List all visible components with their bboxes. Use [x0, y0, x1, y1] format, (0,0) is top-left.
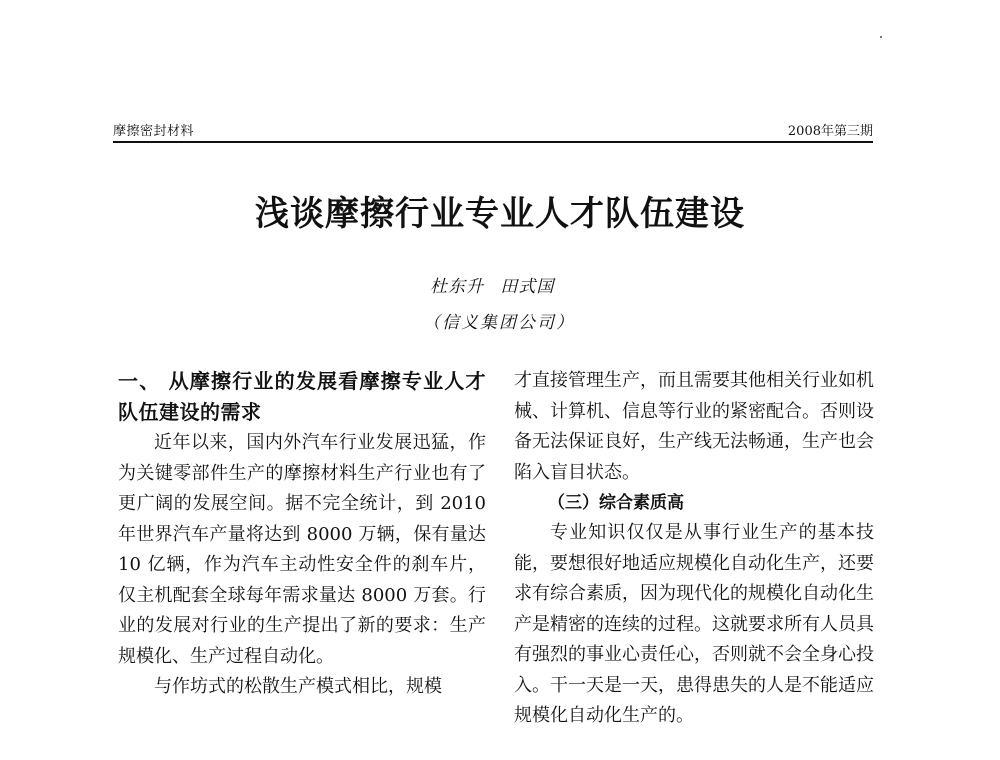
article-title: 浅谈摩擦行业专业人才队伍建设	[255, 194, 745, 234]
journal-name: 摩擦密封材料	[113, 124, 195, 139]
article-authors: 杜东升 田式国	[430, 277, 555, 297]
scan-speck	[880, 36, 882, 38]
section-heading: 一、 从摩擦行业的发展看摩擦专业人才队伍建设的需求	[118, 369, 486, 424]
right-column	[514, 366, 874, 732]
article-affiliation: （信义集团公司）	[423, 313, 575, 333]
body-paragraph: 近年以来，国内外汽车行业发展迅猛，作为关键零部件生产的摩擦材料生产行业也有了更广阔的发展空间。据不完全统计，到 2010 年世界汽车产量将达到 8000 万辆，保有量达 10 亿辆，作为汽车主动性安全件的刹车片，仅主机配套全球每年需求量达 8000 万套。行业的发展对行业的生产提出了新的要求：生产规模化、生产过程自动化。	[118, 432, 486, 667]
subsection-heading: （三）综合素质高	[548, 493, 684, 513]
left-column	[118, 366, 486, 703]
running-header	[113, 118, 873, 142]
issue-label: 2008年第三期	[787, 124, 873, 139]
header-rule	[113, 141, 873, 143]
body-paragraph: 才直接管理生产，而且需要其他相关行业如机械、计算机、信息等行业的紧密配合。否则设备无法保证良好，生产线无法畅通，生产也会陷入盲目状态。	[514, 370, 874, 483]
body-paragraph: 专业知识仅仅是从事行业生产的基本技能，要想很好地适应规模化自动化生产，还要求有综合素质，因为现代化的规模化自动化生产是精密的连续的过程。这就要求所有人员具有强烈的事业心责任心，否则就不会全身心投入。干一天是一天，患得患失的人是不能适应规模化自动化生产的。	[514, 522, 874, 726]
body-paragraph: 与作坊式的松散生产模式相比，规模	[154, 676, 442, 697]
